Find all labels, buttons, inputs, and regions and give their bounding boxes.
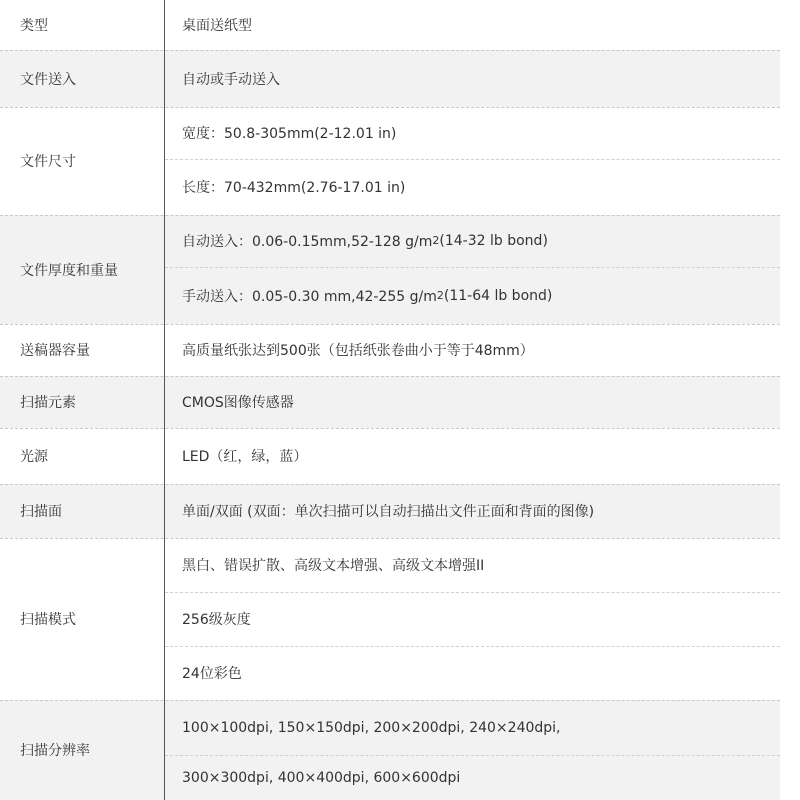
spec-value-text: 手动送入：0.05-0.30 mm,42-255 g/m (182, 288, 437, 305)
spec-value: 100×100dpi, 150×150dpi, 200×200dpi, 240×240dpi, (182, 719, 561, 736)
sub-row-divider (165, 592, 780, 593)
spec-value: 单面/双面 (双面：单次扫描可以自动扫描出文件正面和背面的图像) (182, 504, 595, 520)
spec-value-text: 自动送入：0.06-0.15mm,52-128 g/m (182, 234, 433, 250)
row-divider (0, 428, 780, 429)
spec-values (165, 376, 780, 428)
spec-value: 长度：70-432mm(2.76-17.01 in) (182, 180, 406, 196)
spec-value: 高质量纸张达到500张（包括纸张卷曲小于等于48mm） (182, 343, 534, 359)
spec-label: 文件尺寸 (20, 154, 76, 170)
spec-row (0, 50, 780, 107)
spec-values (165, 538, 780, 700)
sub-row-divider (165, 267, 780, 268)
spec-value: 手动送入：0.05-0.30 mm,42-255 g/m 2 (11-64 lb bond) (182, 287, 553, 305)
sub-row-divider (165, 159, 780, 160)
row-divider (0, 324, 780, 325)
spec-values (165, 107, 780, 215)
spec-row (0, 376, 780, 428)
spec-label: 文件厚度和重量 (0, 215, 164, 324)
spec-label: 文件送入 (0, 50, 164, 107)
spec-value: 黑白、错误扩散、高级文本增强、高级文本增强II (182, 558, 485, 574)
spec-row (0, 538, 780, 700)
row-divider (0, 107, 780, 108)
spec-label: 扫描元素 (0, 376, 164, 428)
spec-value: 256级灰度 (182, 612, 251, 628)
row-divider (0, 50, 780, 51)
spec-value: 自动或手动送入 (182, 71, 280, 88)
spec-row (0, 700, 780, 800)
spec-values (165, 0, 780, 50)
row-divider (0, 700, 780, 701)
spec-value: LED（红，绿，蓝） (182, 449, 308, 465)
spec-value: 自动送入：0.06-0.15mm,52-128 g/m 2 (14-32 lb bond) (182, 233, 548, 250)
spec-value: 桌面送纸型 (182, 18, 252, 34)
row-divider (0, 538, 780, 539)
spec-row (0, 0, 780, 50)
spec-row (0, 324, 780, 376)
spec-value-text: (14-32 lb bond) (439, 233, 548, 249)
row-divider (0, 484, 780, 485)
sub-row-divider (165, 646, 780, 647)
spec-row (0, 428, 780, 484)
spec-value: 300×300dpi, 400×400dpi, 600×600dpi (182, 769, 461, 786)
spec-row (0, 215, 780, 324)
spec-value: 宽度：50.8-305mm(2-12.01 in) (182, 126, 397, 142)
spec-value: CMOS图像传感器 (182, 395, 294, 411)
row-divider (0, 215, 780, 216)
spec-values (165, 700, 780, 800)
spec-label: 类型 (20, 18, 48, 34)
row-divider (0, 376, 780, 377)
spec-values (165, 324, 780, 376)
spec-label: 光源 (20, 449, 48, 465)
spec-label: 扫描面 (0, 484, 164, 538)
sub-row-divider (165, 755, 780, 756)
spec-values (165, 50, 780, 107)
spec-value: 24位彩色 (182, 666, 242, 682)
spec-label: 扫描分辨率 (0, 700, 164, 800)
spec-row (0, 107, 780, 215)
spec-label: 送稿器容量 (20, 343, 90, 359)
spec-values (165, 215, 780, 324)
spec-values (165, 484, 780, 538)
spec-row (0, 484, 780, 538)
spec-label: 扫描模式 (20, 612, 76, 628)
spec-values (165, 428, 780, 484)
spec-value-text: (11-64 lb bond) (443, 287, 553, 304)
